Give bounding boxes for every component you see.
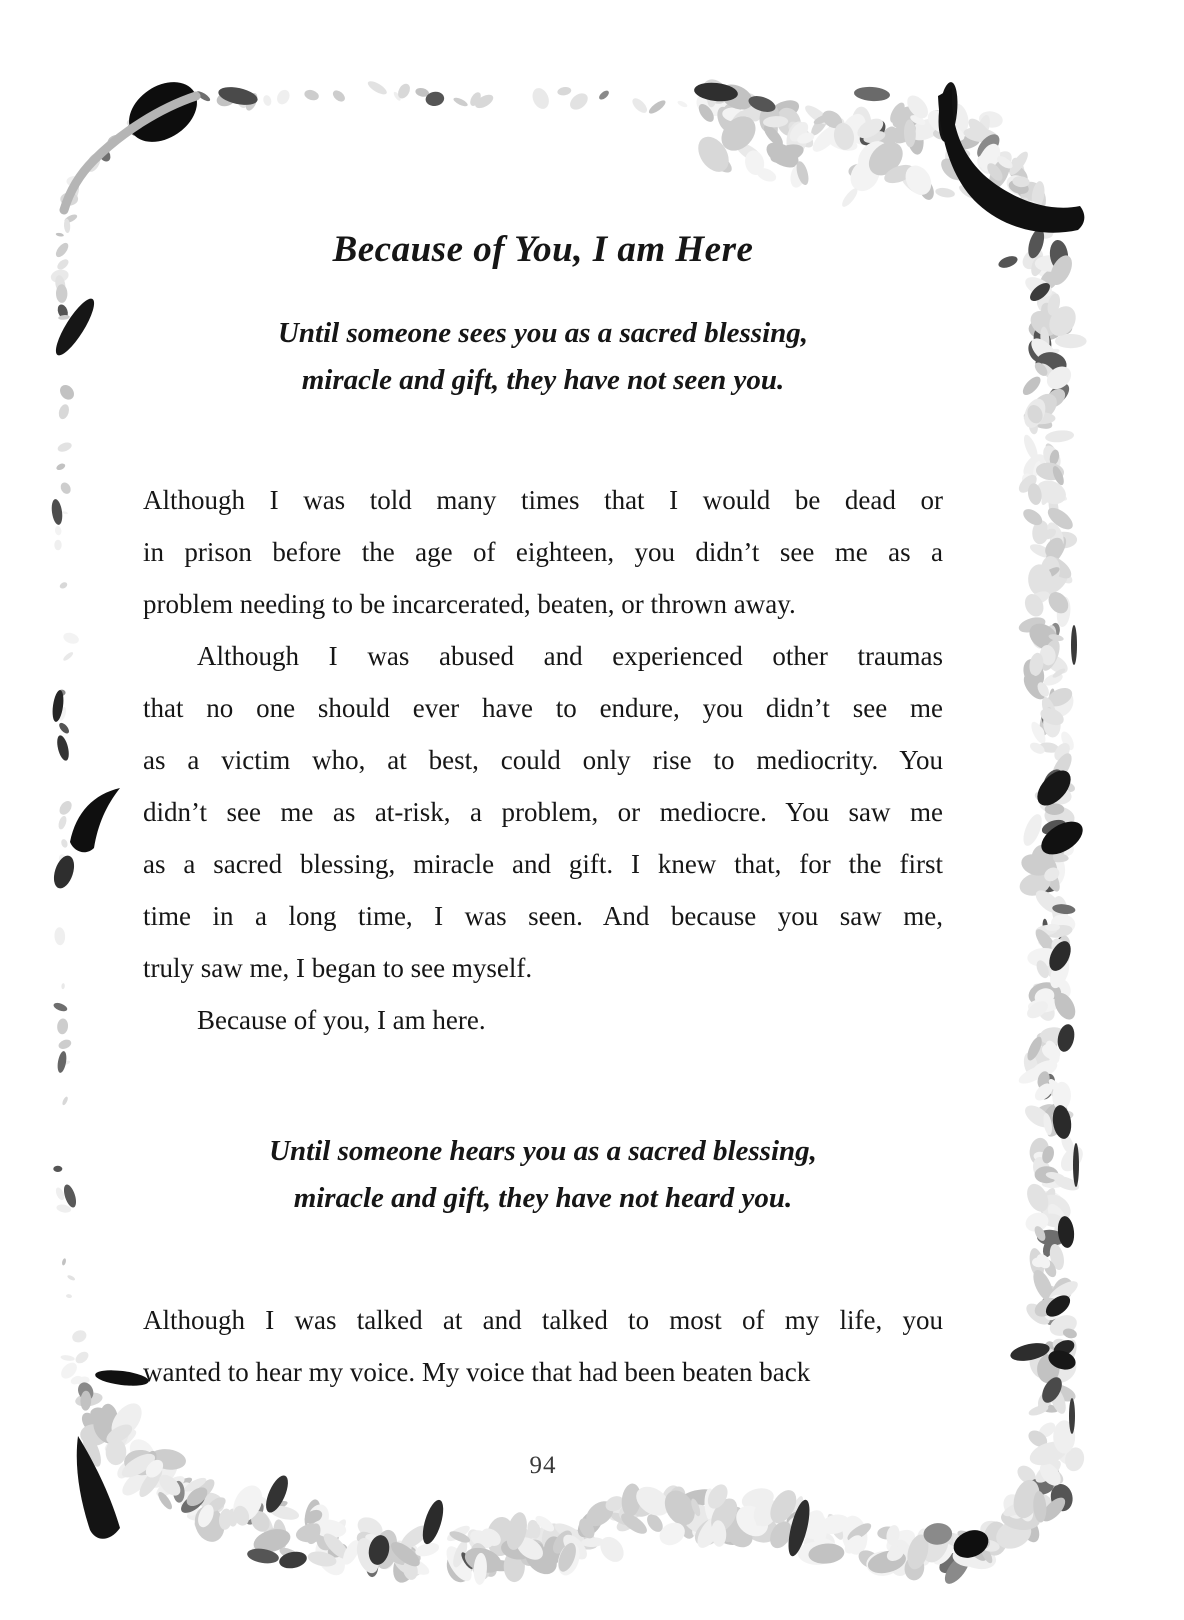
text-line: miracle and gift, they have not seen you. xyxy=(301,364,785,396)
text-line: Until someone sees you as a sacred blessing, xyxy=(277,317,809,349)
text-line: didn’t see me as at-risk, a problem, or mediocre. You saw me xyxy=(143,797,943,827)
chapter-title: Because of You, I am Here xyxy=(332,229,754,270)
paragraph xyxy=(143,630,943,994)
text-line: time in a long time, I was seen. And because you saw me, xyxy=(143,901,943,931)
text-line: truly saw me, I began to see myself. xyxy=(143,953,533,983)
text-line: as a victim who, at best, could only rise to mediocrity. You xyxy=(143,745,943,775)
page-number: 94 xyxy=(529,1452,557,1479)
epigraph-sees xyxy=(143,310,943,404)
text-line: Although I was talked at and talked to most of my life, you xyxy=(143,1305,943,1335)
text-line: Although I was abused and experienced other traumas xyxy=(197,641,943,671)
body-text-block-1 xyxy=(143,474,943,1046)
text-line: that no one should ever have to endure, you didn’t see me xyxy=(143,693,943,723)
paragraph xyxy=(143,310,943,404)
text-line: miracle and gift, they have not heard you. xyxy=(293,1182,793,1214)
body-text-block-2 xyxy=(143,1294,943,1398)
text-column xyxy=(143,0,943,1398)
epigraph-hears xyxy=(143,1128,943,1222)
text-line: wanted to hear my voice. My voice that had been beaten back xyxy=(143,1357,811,1387)
text-line: problem needing to be incarcerated, beaten, or thrown away. xyxy=(143,589,796,619)
paragraph xyxy=(143,1294,943,1398)
text-line: as a sacred blessing, miracle and gift. I knew that, for the first xyxy=(143,849,943,879)
paragraph xyxy=(143,1128,943,1222)
text-line: in prison before the age of eighteen, you didn’t see me as a xyxy=(143,537,943,567)
paragraph xyxy=(143,994,943,1046)
paragraph xyxy=(143,474,943,630)
text-line: Until someone hears you as a sacred blessing, xyxy=(269,1135,817,1167)
text-line: Although I was told many times that I would be dead or xyxy=(143,485,943,515)
text-line: Because of you, I am here. xyxy=(197,1005,486,1035)
